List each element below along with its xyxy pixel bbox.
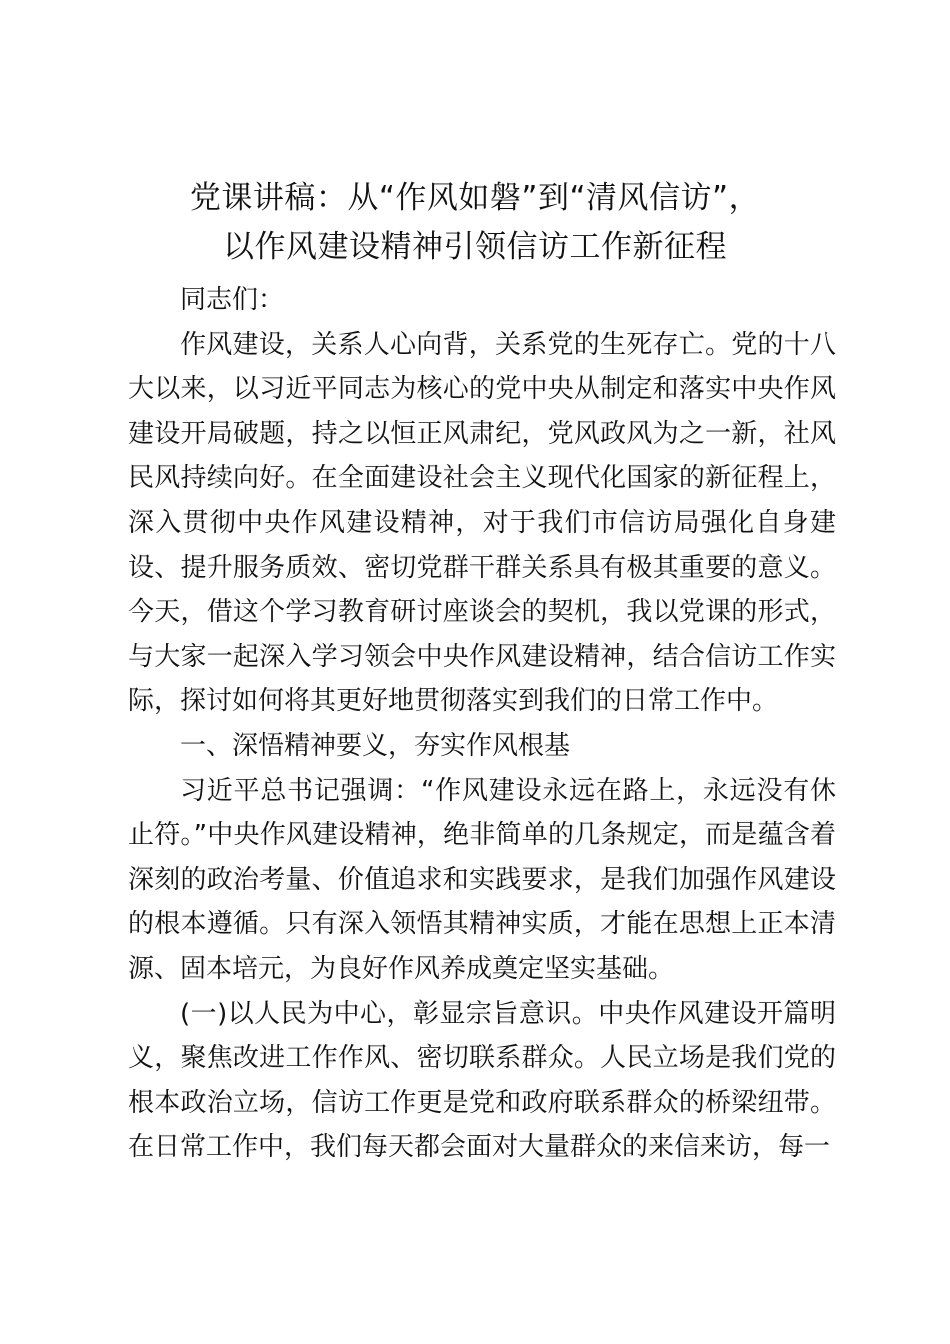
paragraph-subsection-1: (一)以人民为中心，彰显宗旨意识。中央作风建设开篇明义，聚焦改进工作作风、密切联系群众。人民立场是我们党的根本政治立场，信访工作更是党和政府联系群众的桥梁纽带。在日常工作中，我们每天都会面对大量群众的来信来访，每一 bbox=[128, 998, 836, 1163]
document-body bbox=[128, 278, 836, 1170]
section-heading-1: 一、深悟精神要义，夯实作风根基 bbox=[180, 730, 571, 761]
document-title-line-1: 党课讲稿：从“作风如磐”到“清风信访”， bbox=[189, 180, 761, 216]
salutation: 同志们： bbox=[180, 285, 285, 315]
paragraph-section-1: 习近平总书记强调：“作风建设永远在路上，永远没有休止符。”中央作风建设精神，绝非简单的几条规定，而是蕴含着深刻的政治考量、价值追求和实践要求，是我们加强作风建设的根本遵循。只有深入领悟其精神实质，才能在思想上正本清源、固本培元，为良好作风养成奠定坚实基础。 bbox=[128, 775, 836, 984]
document-title-line-2: 以作风建设精神引领信访工作新征程 bbox=[223, 229, 727, 265]
paragraph-intro: 作风建设，关系人心向背，关系党的生死存亡。党的十八大以来，以习近平同志为核心的党中央从制定和落实中央作风建设开局破题，持之以恒正风肃纪，党风政风为之一新，社风民风持续向好。在全面建设社会主义现代化国家的新征程上，深入贯彻中央作风建设精神，对于我们市信访局强化自身建设、提升服务质效、密切党群干群关系具有极其重要的意义。今天，借这个学习教育研讨座谈会的契机，我以党课的形式，与大家一起深入学习领会中央作风建设精神，结合信访工作实际，探讨如何将其更好地贯彻落实到我们的日常工作中。 bbox=[128, 329, 836, 717]
